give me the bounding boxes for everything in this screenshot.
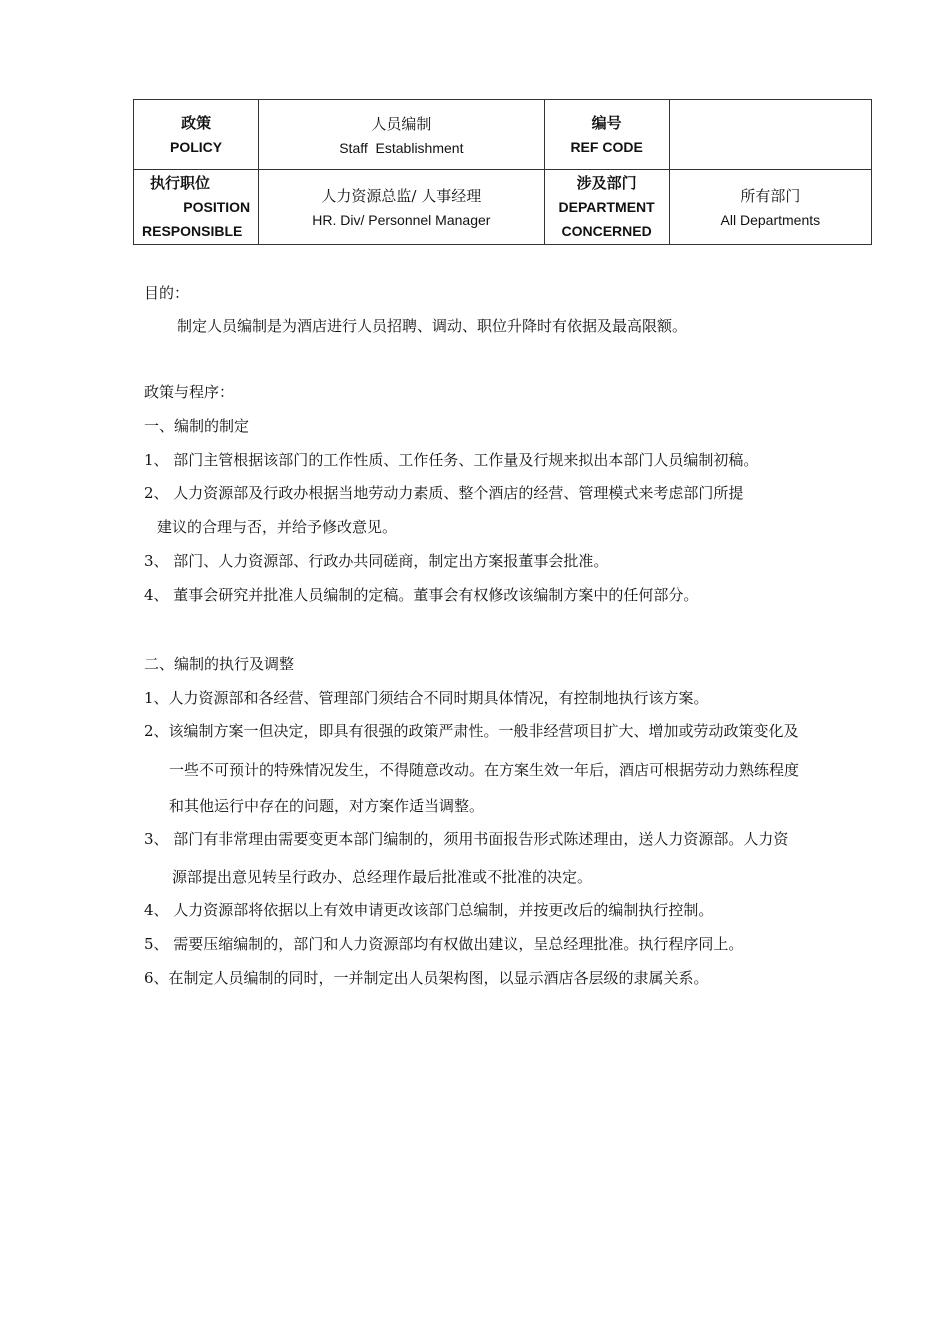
purpose-text: 制定人员编制是为酒店进行人员招聘、调动、职位升降时有依据及最高限额。 [177,317,688,335]
dept-label-cell [544,170,669,245]
position-label-cell [134,170,259,245]
policy-header-table [133,99,872,245]
ref-label-en: REF CODE [570,138,643,155]
policy-heading: 政策与程序： [144,383,235,401]
policy-label-cn: 政策 [181,113,212,132]
section1-item2-line2: 建议的合理与否，并给予修改意见。 [157,518,398,536]
section2-item2-line3: 和其他运行中存在的问题，对方案作适当调整。 [169,797,485,815]
section2-item1: 1、人力资源部和各经营、管理部门须结合不同时期具体情况，有控制地执行该方案。 [144,689,709,707]
position-label-en2: RESPONSIBLE [142,223,243,239]
policy-value-cell [259,100,544,170]
dept-label-en2: CONCERNED [561,223,652,239]
position-value-cn: 人力资源总监/ 人事经理 [321,187,482,205]
dept-value-en: All Departments [720,212,821,228]
policy-label-cell [134,100,259,170]
position-label-en1: POSITION [183,199,251,215]
section2-item6: 6、在制定人员编制的同时，一并制定出人员架构图，以显示酒店各层级的隶属关系。 [144,969,709,987]
section1-item2-line1: 2、 人力资源部及行政办根据当地劳动力素质、整个酒店的经营、管理模式来考虑部门所提 [144,484,744,502]
section2-title: 二、编制的执行及调整 [144,655,295,673]
policy-label-en: POLICY [170,138,223,155]
purpose-heading: 目的： [144,284,190,302]
dept-label-en1: DEPARTMENT [558,199,655,215]
header-row-policy [134,100,872,170]
section2-item3-line2: 源部提出意见转呈行政办、总经理作最后批准或不批准的决定。 [172,868,593,886]
ref-label-cn: 编号 [591,113,622,132]
header-row-position [134,170,872,245]
ref-value-cell [669,100,871,170]
position-label-cn: 执行职位 [150,174,211,192]
section2-item4: 4、 人力资源部将依据以上有效申请更改该部门总编制，并按更改后的编制执行控制。 [144,901,714,919]
section2-item2-line2: 一些不可预计的特殊情况发生，不得随意改动。在方案生效一年后，酒店可根据劳动力熟练程度 [169,761,800,779]
section2-item3-line1: 3、 部门有非常理由需要变更本部门编制的，须用书面报告形式陈述理由，送人力资源部。人力资 [144,830,789,848]
section2-item2-line1: 2、该编制方案一但决定，即具有很强的政策严肃性。一般非经营项目扩大、增加或劳动政策变化及 [144,722,799,740]
section2-item5: 5、 需要压缩编制的，部门和人力资源部均有权做出建议，呈总经理批准。执行程序同上。 [144,935,744,953]
section1-title: 一、编制的制定 [144,417,250,435]
dept-value-cell [669,170,871,245]
ref-label-cell [544,100,669,170]
section1-item3: 3、 部门、人力资源部、行政办共同磋商，制定出方案报董事会批准。 [144,552,609,570]
policy-value-en: Staff Establishment [339,139,464,156]
policy-value-cn: 人员编制 [371,114,432,133]
dept-label-cn: 涉及部门 [576,174,637,192]
position-value-cell [259,170,544,245]
section1-item1: 1、 部门主管根据该部门的工作性质、工作任务、工作量及行规来拟出本部门人员编制初稿。 [144,451,759,469]
dept-value-cn: 所有部门 [740,187,801,205]
position-value-en: HR. Div/ Personnel Manager [312,212,491,228]
section1-item4: 4、 董事会研究并批准人员编制的定稿。董事会有权修改该编制方案中的任何部分。 [144,586,699,604]
